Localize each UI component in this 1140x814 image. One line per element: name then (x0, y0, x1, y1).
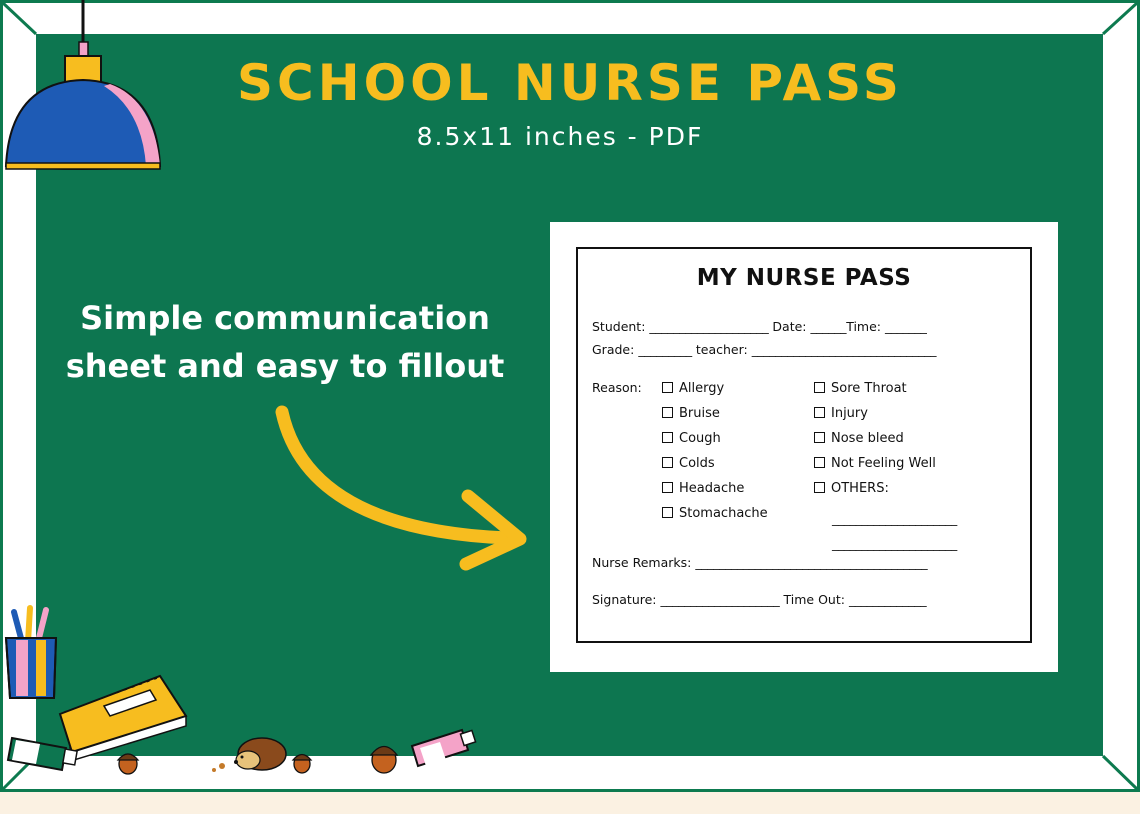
reason-allergy (662, 381, 724, 396)
signature-row (592, 592, 926, 607)
remarks-label: Nurse Remarks: (592, 555, 692, 570)
reason-sore-throat (814, 381, 907, 396)
reason-others (814, 481, 889, 496)
date-label: Date: (772, 319, 807, 334)
page-title: SCHOOL NURSE PASS (237, 54, 903, 112)
remarks-field: _______________________________________ (695, 555, 928, 570)
teacher-field: _______________________________ (751, 342, 937, 357)
reason-colds (662, 456, 715, 471)
reason-label-not-feeling-well: Not Feeling Well (831, 456, 936, 471)
reason-label-nose-bleed: Nose bleed (831, 431, 904, 446)
checkbox (814, 432, 825, 443)
checkbox (662, 432, 673, 443)
reason-label-allergy: Allergy (679, 381, 725, 396)
teacher-label: teacher: (695, 342, 748, 357)
student-row (592, 319, 927, 334)
reason-label-injury: Injury (831, 406, 868, 421)
signature-label: Signature: (592, 592, 657, 607)
remarks-row (592, 555, 927, 570)
nurse-pass-form (576, 247, 1032, 643)
nurse-pass-preview (550, 222, 1058, 672)
checkbox (814, 482, 825, 493)
checkbox (662, 482, 673, 493)
tagline (60, 294, 510, 390)
checkbox (662, 407, 673, 418)
form-title: MY NURSE PASS (696, 265, 912, 291)
tagline-line-1: Simple communication (80, 299, 490, 337)
time-label: Time: (846, 319, 881, 334)
date-field: ______ (810, 319, 847, 334)
time-field: _______ (884, 319, 927, 334)
page-subtitle: 8.5x11 inches - PDF (416, 122, 704, 151)
tagline-line-2: sheet and easy to fillout (65, 347, 505, 385)
reason-bruise (662, 406, 720, 421)
checkbox (814, 382, 825, 393)
reason-label-sore-throat: Sore Throat (831, 381, 907, 396)
reason-label-stomachache: Stomachache (679, 506, 768, 521)
grade-label: Grade: (592, 342, 635, 357)
reason-label-others: OTHERS: (831, 481, 889, 496)
checkbox (662, 457, 673, 468)
reason-cough (662, 431, 721, 446)
arrow-icon (268, 400, 538, 575)
reason-label: Reason: (592, 380, 642, 395)
checkbox (814, 457, 825, 468)
checkbox (662, 382, 673, 393)
reason-label-cough: Cough (679, 431, 721, 446)
student-label: Student: (592, 319, 646, 334)
signature-field: ____________________ (660, 592, 780, 607)
reason-stomachache (662, 506, 768, 521)
reason-not-feeling-well (814, 456, 936, 471)
checkbox (662, 507, 673, 518)
timeout-field: _____________ (848, 592, 927, 607)
grade-field: _________ (638, 342, 692, 357)
reason-label-headache: Headache (679, 481, 745, 496)
reason-label-colds: Colds (679, 456, 715, 471)
reason-label-bruise: Bruise (679, 406, 720, 421)
others-line-1: _____________________ (832, 511, 957, 526)
others-line-2: _____________________ (832, 536, 957, 551)
grade-row (592, 342, 936, 357)
reason-injury (814, 406, 868, 421)
timeout-label: Time Out: (783, 592, 845, 607)
checkbox (814, 407, 825, 418)
reason-nose-bleed (814, 431, 904, 446)
student-field: ____________________ (649, 319, 769, 334)
reason-headache (662, 481, 744, 496)
